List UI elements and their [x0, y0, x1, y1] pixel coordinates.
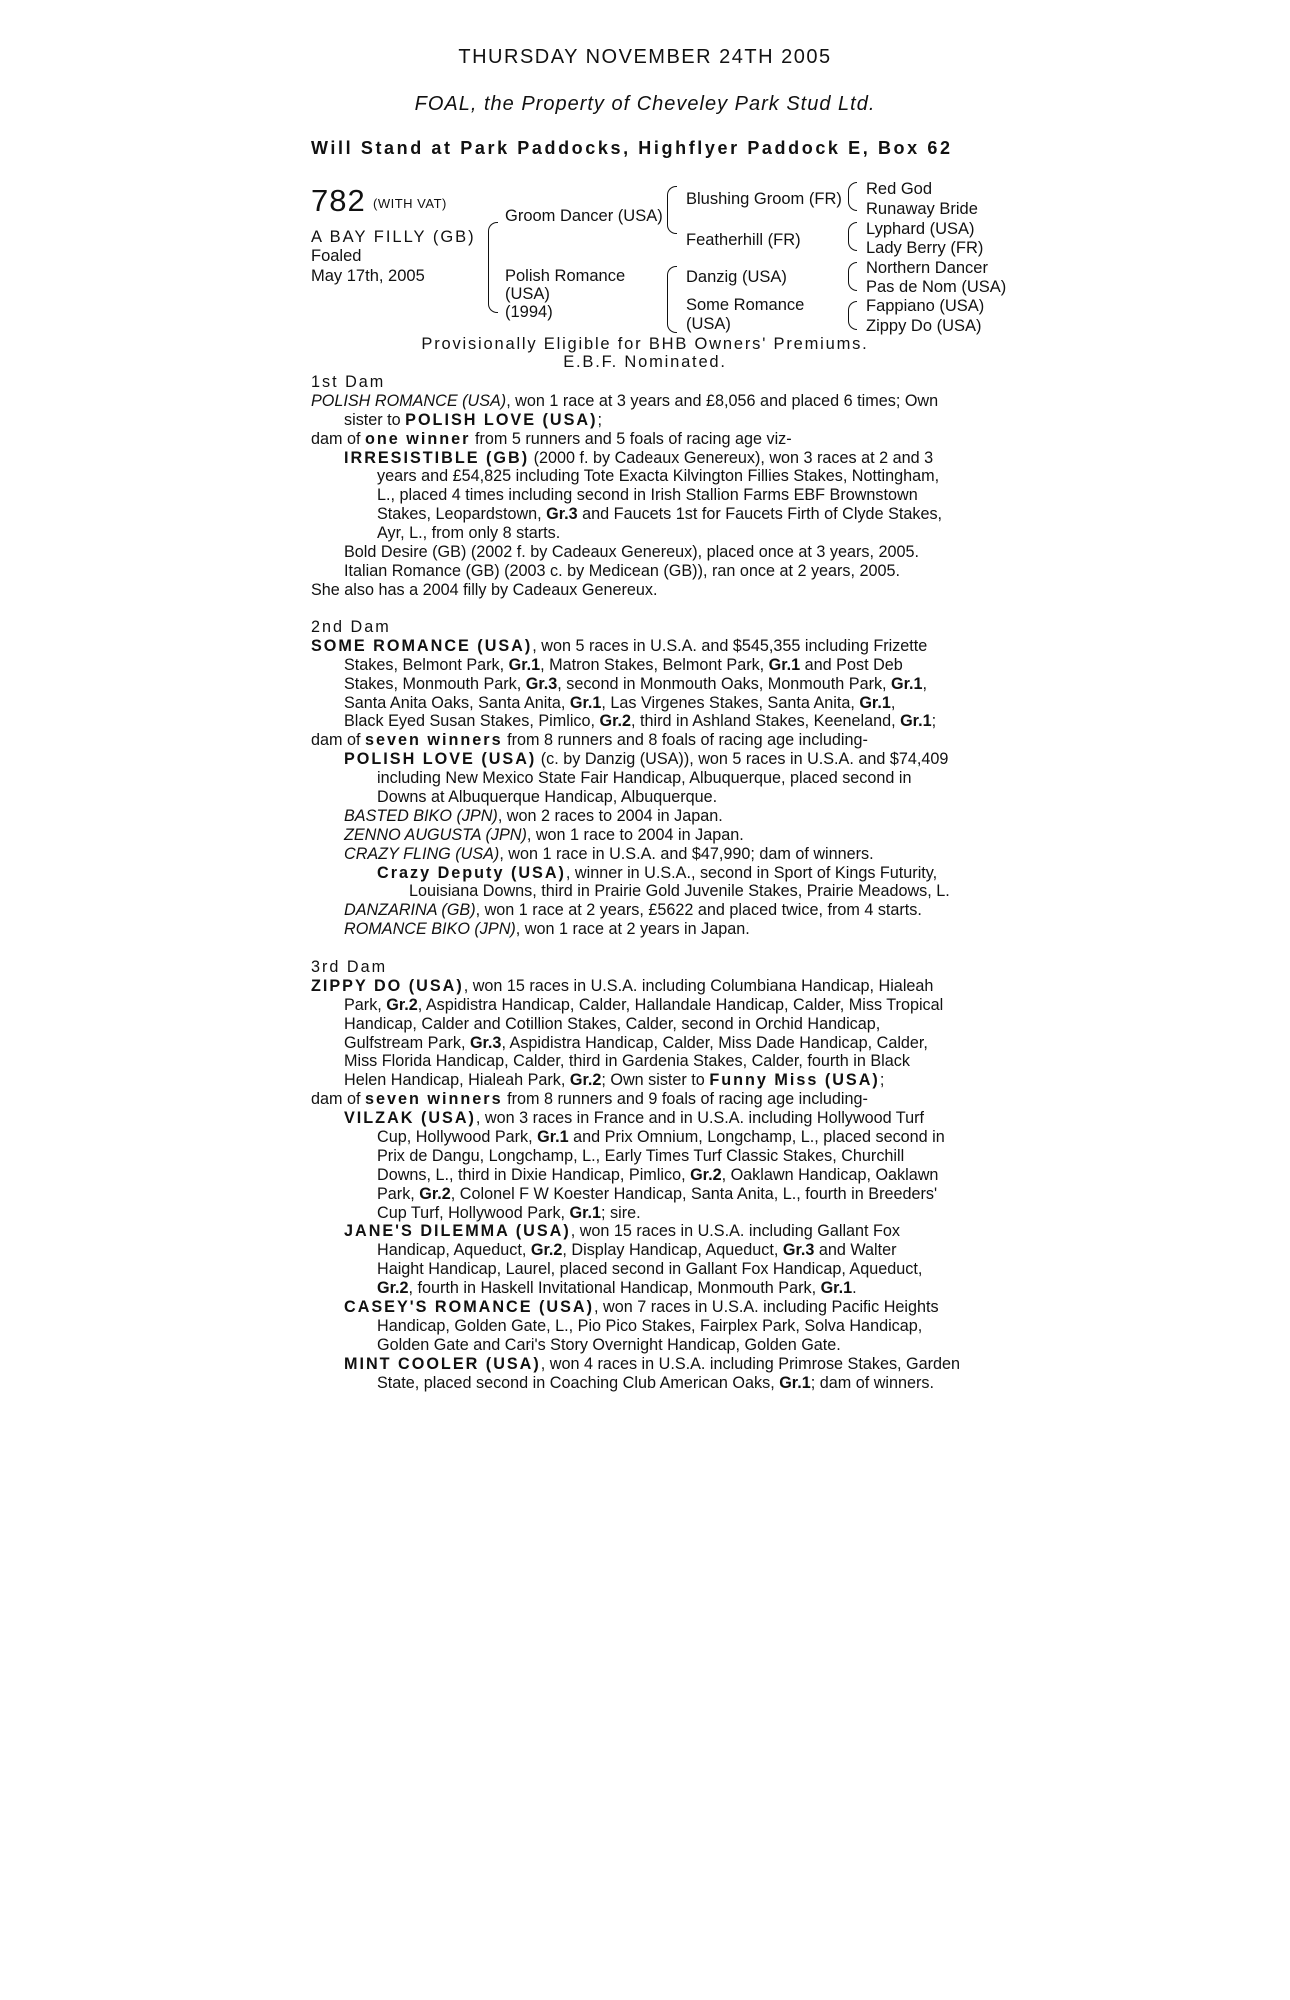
text: Santa Anita Oaks, Santa Anita,	[344, 693, 570, 712]
text: , third in Ashland Stakes, Keeneland,	[631, 712, 901, 731]
second-dam-section	[311, 618, 983, 939]
text: from 8 runners and 9 foals of racing age including-	[502, 1090, 868, 1109]
grade: Gr.3	[782, 1241, 815, 1260]
dam-name: POLISH ROMANCE (USA)	[311, 391, 507, 410]
text: , won 5 races in U.S.A. and $545,355 including Frizette	[532, 636, 928, 655]
grade: Gr.2	[569, 1071, 602, 1090]
pedigree-brace	[848, 315, 857, 330]
text: dam of	[311, 429, 365, 448]
lot-number: 782	[311, 183, 366, 218]
text: Italian Romance (GB) (2003 c. by Medicean (GB)), ran once at 2 years, 2005.	[344, 561, 901, 580]
text: Ayr, L., from only 8 starts.	[377, 524, 561, 543]
text: sister to	[344, 410, 406, 429]
text: Cup Turf, Hollywood Park,	[377, 1203, 570, 1222]
section-heading: 3rd Dam	[311, 958, 388, 976]
text: and Faucets 1st for Faucets Firth of Clyde Stakes,	[577, 505, 943, 524]
foaled-label: Foaled	[311, 247, 362, 265]
grade: Gr.1	[508, 655, 541, 674]
horse-name: IRRESISTIBLE (GB)	[344, 448, 530, 467]
vat-note: (WITH VAT)	[373, 196, 447, 211]
pedigree-g2: Runaway Bride	[866, 200, 978, 218]
text: Helen Handicap, Hialeah Park,	[344, 1071, 570, 1090]
pedigree-brace	[848, 236, 857, 251]
text: Handicap, Aqueduct,	[377, 1241, 531, 1260]
grade: Gr.1	[900, 712, 932, 731]
pedigree-dam-year: (1994)	[505, 303, 553, 321]
grade: Gr.2	[690, 1165, 722, 1184]
text: ; dam of winners.	[810, 1373, 934, 1392]
text: She also has a 2004 filly by Cadeaux Genereux.	[311, 580, 658, 599]
grade: Gr.3	[546, 505, 578, 524]
grade: Gr.1	[820, 1279, 853, 1298]
grade: Gr.1	[569, 693, 602, 712]
horse-name: CRAZY FLING (USA)	[344, 844, 500, 863]
section-heading: 2nd Dam	[311, 618, 391, 636]
text: State, placed second in Coaching Club American Oaks,	[377, 1373, 780, 1392]
text: , Colonel F W Koester Handicap, Santa Anita, L., fourth in Breeders'	[450, 1184, 938, 1203]
text: Golden Gate and Cari's Story Overnight Handicap, Golden Gate.	[377, 1335, 841, 1354]
horse-name: VILZAK (USA)	[344, 1109, 476, 1128]
text: dam of	[311, 731, 365, 750]
winners-count: seven winners	[365, 731, 503, 750]
text: , won 2 races to 2004 in Japan.	[497, 806, 723, 825]
section-heading: 1st Dam	[311, 373, 386, 391]
text: , won 1 race at 3 years and £8,056 and placed 6 times; Own	[506, 391, 939, 410]
text: ; Own sister to	[601, 1071, 710, 1090]
text: Stakes, Leopardstown,	[377, 505, 547, 524]
first-dam-section	[311, 373, 983, 600]
winners-count: seven winners	[365, 1090, 503, 1109]
text: ,	[890, 693, 896, 712]
text: and Prix Omnium, Longchamp, L., placed second in	[568, 1128, 945, 1147]
horse-name: DANZARINA (GB)	[344, 901, 476, 920]
pedigree-g6: Pas de Nom (USA)	[866, 278, 1007, 296]
text: , won 4 races in U.S.A. including Primrose Stakes, Garden	[540, 1354, 961, 1373]
pedigree-g4: Lady Berry (FR)	[866, 239, 984, 257]
horse-name: ROMANCE BIKO (JPN)	[344, 920, 516, 939]
grade: Gr.2	[377, 1279, 409, 1298]
text: , winner in U.S.A., second in Sport of Kings Futurity,	[565, 863, 938, 882]
sale-date: THURSDAY NOVEMBER 24TH 2005	[458, 46, 832, 68]
text: Gulfstream Park,	[344, 1033, 470, 1052]
text: and Post Deb	[800, 655, 903, 674]
pedigree-brace	[488, 222, 498, 267]
text: , Oaklawn Handicap, Oaklawn	[721, 1165, 939, 1184]
text: Prix de Dangu, Longchamp, L., Early Times Turf Classic Stakes, Churchill	[377, 1146, 905, 1165]
text: Downs, L., third in Dixie Handicap, Pimlico,	[377, 1165, 691, 1184]
text: dam of	[311, 1090, 365, 1109]
text: , won 15 races in U.S.A. including Columbiana Handicap, Hialeah	[463, 976, 934, 995]
horse-name: POLISH LOVE (USA)	[344, 750, 537, 769]
pedigree-brace	[848, 182, 857, 197]
text: , Las Virgenes Stakes, Santa Anita,	[601, 693, 860, 712]
text: , won 3 races in France and in U.S.A. including Hollywood Turf	[475, 1109, 924, 1128]
text: Cup, Hollywood Park,	[377, 1128, 538, 1147]
grade: Gr.1	[569, 1203, 602, 1222]
pedigree-g3: Lyphard (USA)	[866, 220, 975, 238]
text: years and £54,825 including Tote Exacta Kilvington Fillies Stakes, Nottingham,	[377, 467, 940, 486]
text: , Display Handicap, Aqueduct,	[562, 1241, 783, 1260]
text: Park,	[377, 1184, 420, 1203]
text: ;	[879, 1071, 885, 1090]
pedigree-brace	[848, 196, 857, 211]
pedigree-g7: Fappiano (USA)	[866, 297, 985, 315]
horse-name: SOME ROMANCE (USA)	[311, 636, 533, 655]
lot-description: A BAY FILLY (GB)	[311, 228, 476, 246]
text: Bold Desire (GB) (2002 f. by Cadeaux Genereux), placed once at 3 years, 2005.	[344, 543, 919, 562]
text: Handicap, Calder and Cotillion Stakes, Calder, second in Orchid Handicap,	[344, 1014, 881, 1033]
pedigree-brace	[667, 186, 677, 210]
pedigree-brace	[848, 262, 857, 277]
pedigree-dam-sire: Danzig (USA)	[686, 268, 787, 286]
grade: Gr.3	[525, 674, 558, 693]
grade: Gr.2	[530, 1241, 563, 1260]
grade: Gr.2	[386, 995, 418, 1014]
grade: Gr.1	[537, 1128, 569, 1147]
text: Haight Handicap, Laurel, placed second in Gallant Fox Handicap, Aqueduct,	[377, 1260, 923, 1279]
horse-name: BASTED BIKO (JPN)	[344, 806, 498, 825]
pedigree-dam-dam-country: (USA)	[686, 315, 731, 333]
horse-name: ZIPPY DO (USA)	[311, 976, 464, 995]
ebf-line: E.B.F. Nominated.	[563, 353, 727, 371]
text: , won 7 races in U.S.A. including Pacific Heights	[594, 1298, 939, 1317]
text: , won 15 races in U.S.A. including Gallant Fox	[570, 1222, 901, 1241]
text: , won 1 race at 2 years, £5622 and placed twice, from 4 starts.	[475, 901, 922, 920]
pedigree-brace	[667, 209, 677, 234]
text: Black Eyed Susan Stakes, Pimlico,	[344, 712, 600, 731]
pedigree-brace	[488, 266, 498, 313]
third-dam-section	[311, 958, 983, 1392]
grade: Gr.2	[419, 1184, 451, 1203]
pedigree-brace	[848, 301, 857, 316]
horse-name: Funny Miss (USA)	[709, 1071, 880, 1090]
text: (2000 f. by Cadeaux Genereux), won 3 races at 2 and 3	[529, 448, 934, 467]
pedigree-sire-sire: Blushing Groom (FR)	[686, 190, 842, 208]
horse-name: ZENNO AUGUSTA (JPN)	[344, 825, 527, 844]
text: , won 1 race in U.S.A. and $47,990; dam of winners.	[499, 844, 874, 863]
horse-name: Crazy Deputy (USA)	[377, 863, 566, 882]
pedigree-g1: Red God	[866, 180, 933, 198]
pedigree-brace	[848, 276, 857, 291]
text: L., placed 4 times including second in Irish Stallion Farms EBF Brownstown	[377, 486, 918, 505]
text: Stakes, Monmouth Park,	[344, 674, 526, 693]
winners-count: one winner	[365, 429, 471, 448]
pedigree-sire-dam: Featherhill (FR)	[686, 231, 801, 249]
text: ,	[922, 674, 928, 693]
text: Downs at Albuquerque Handicap, Albuquerque.	[377, 788, 718, 807]
property-line: FOAL, the Property of Cheveley Park Stud Ltd.	[414, 93, 876, 115]
text: including New Mexico State Fair Handicap, Albuquerque, placed second in	[377, 769, 912, 788]
grade: Gr.2	[599, 712, 632, 731]
grade: Gr.1	[891, 674, 923, 693]
text: ;	[931, 712, 937, 731]
pedigree-dam-country: (USA)	[505, 285, 550, 303]
horse-name: JANE'S DILEMMA (USA)	[344, 1222, 571, 1241]
text: , won 1 race at 2 years in Japan.	[515, 920, 750, 939]
text: ;	[597, 410, 602, 429]
text: Handicap, Golden Gate, L., Pio Pico Stakes, Fairplex Park, Solva Handicap,	[377, 1316, 923, 1335]
horse-name: MINT COOLER (USA)	[344, 1354, 541, 1373]
pedigree-g5: Northern Dancer	[866, 259, 988, 277]
text: Miss Florida Handicap, Calder, third in Gardenia Stakes, Calder, fourth in Black	[344, 1052, 910, 1071]
text: Louisiana Downs, third in Prairie Gold Juvenile Stakes, Prairie Meadows, L.	[409, 882, 950, 901]
horse-name: POLISH LOVE (USA)	[405, 410, 598, 429]
pedigree-brace	[848, 222, 857, 237]
text: .	[852, 1279, 857, 1298]
eligibility-line: Provisionally Eligible for BHB Owners' Premiums.	[421, 335, 869, 353]
text: , Matron Stakes, Belmont Park,	[540, 655, 769, 674]
text: , Aspidistra Handicap, Calder, Hallandale Handicap, Calder, Miss Tropical	[417, 995, 944, 1014]
pedigree-sire: Groom Dancer (USA)	[505, 207, 663, 225]
text: Park,	[344, 995, 387, 1014]
pedigree-dam: Polish Romance	[505, 267, 626, 285]
pedigree-g8: Zippy Do (USA)	[866, 317, 982, 335]
text: , fourth in Haskell Invitational Handicap, Monmouth Park,	[408, 1279, 821, 1298]
text: and Walter	[814, 1241, 897, 1260]
text: , Aspidistra Handicap, Calder, Miss Dade Handicap, Calder,	[501, 1033, 928, 1052]
grade: Gr.1	[859, 693, 891, 712]
text: , won 1 race to 2004 in Japan.	[526, 825, 744, 844]
text: (c. by Danzig (USA)), won 5 races in U.S.A. and $74,409	[536, 750, 949, 769]
text: ; sire.	[601, 1203, 641, 1222]
horse-name: CASEY'S ROMANCE (USA)	[344, 1298, 595, 1317]
pedigree-brace	[667, 288, 677, 333]
pedigree-brace	[667, 266, 677, 289]
pedigree-dam-dam: Some Romance	[686, 296, 805, 314]
grade: Gr.1	[779, 1373, 811, 1392]
grade: Gr.1	[768, 655, 801, 674]
text: Stakes, Belmont Park,	[344, 655, 509, 674]
grade: Gr.3	[469, 1033, 502, 1052]
stand-location: Will Stand at Park Paddocks, Highflyer Paddock E, Box 62	[311, 138, 953, 158]
foaled-date: May 17th, 2005	[311, 267, 425, 285]
text: from 8 runners and 8 foals of racing age including-	[502, 731, 868, 750]
text: , second in Monmouth Oaks, Monmouth Park,	[557, 674, 892, 693]
text: from 5 runners and 5 foals of racing age viz-	[470, 429, 792, 448]
